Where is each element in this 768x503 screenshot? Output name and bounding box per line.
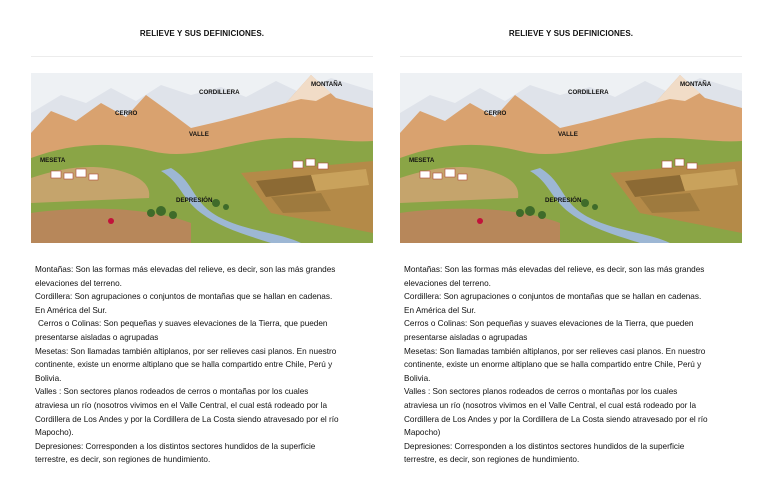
text-line: continente, existe un enorme altiplano que se halla compartido entre Chile, Perú y (35, 360, 333, 370)
text-line: atraviesa un río (nosotros vivimos en el Valle Central, el cual está rodeado por la (404, 400, 697, 410)
text-line: presentarse aisladas o agrupadas (35, 332, 159, 342)
definitions-text (404, 263, 742, 467)
label-meseta: MESETA (40, 157, 66, 164)
text-line: Cordillera de Los Andes y por la Cordillera de La Costa siendo atravesado por el río (35, 414, 339, 424)
label-montana: MONTAÑA (680, 81, 712, 88)
text-line: terrestre, es decir, son regiones de hundimiento. (404, 455, 580, 465)
page-title: RELIEVE Y SUS DEFINICIONES. (139, 29, 265, 38)
text-line: elevaciones del terreno. (404, 278, 491, 288)
text-line: Depresiones: Corresponden a los distintos sectores hundidos de la superficie (404, 441, 685, 451)
label-montana: MONTAÑA (311, 81, 343, 88)
text-line: Montañas: Son las formas más elevadas del relieve, es decir, son las más grandes (404, 265, 705, 274)
page-right (400, 0, 742, 503)
divider (31, 56, 373, 57)
label-depresion: DEPRESIÓN (545, 197, 582, 204)
text-line: Bolivia. (404, 373, 431, 383)
label-cerro: CERRO (115, 110, 138, 117)
label-valle: VALLE (558, 131, 578, 138)
relief-illustration (31, 73, 373, 243)
text-line: Mesetas: Son llamadas también altiplanos, por ser relieves casi planos. En nuestro (404, 346, 706, 356)
text-line: Valles : Son sectores planos rodeados de cerros o montañas por los cuales (35, 387, 309, 397)
text-line: continente, existe un enorme altiplano que se halla compartido entre Chile, Perú y (404, 360, 702, 370)
page-title: RELIEVE Y SUS DEFINICIONES. (508, 29, 634, 38)
definitions-text (35, 263, 373, 467)
text-line: Cerros o Colinas: Son pequeñas y suaves elevaciones de la Tierra, que pueden (404, 319, 694, 329)
label-meseta: MESETA (409, 157, 435, 164)
label-cerro: CERRO (484, 110, 507, 117)
divider (400, 56, 742, 57)
text-line: atraviesa un río (nosotros vivimos en el Valle Central, el cual está rodeado por la (35, 400, 328, 410)
label-valle: VALLE (189, 131, 209, 138)
text-line: Mapocho) (404, 428, 441, 438)
text-line: Cordillera: Son agrupaciones o conjuntos de montañas que se hallan en cadenas. (404, 292, 702, 302)
text-line: Bolivia. (35, 373, 62, 383)
text-line: Mesetas: Son llamadas también altiplanos, por ser relieves casi planos. En nuestro (35, 346, 337, 356)
label-depresion: DEPRESIÓN (176, 197, 213, 204)
text-line: Valles : Son sectores planos rodeados de cerros o montañas por los cuales (404, 387, 678, 397)
text-line: terrestre, es decir, son regiones de hundimiento. (35, 455, 211, 465)
text-line: Depresiones: Corresponden a los distintos sectores hundidos de la superficie (35, 441, 316, 451)
text-line: Montañas: Son las formas más elevadas del relieve, es decir, son las más grandes (35, 265, 336, 274)
text-line: Mapocho). (35, 428, 74, 438)
text-line: presentarse aisladas o agrupadas (404, 332, 528, 342)
label-cordillera: CORDILLERA (199, 89, 240, 96)
text-line: Cordillera de Los Andes y por la Cordillera de La Costa siendo atravesado por el río (404, 414, 708, 424)
label-cordillera: CORDILLERA (568, 89, 609, 96)
text-line: elevaciones del terreno. (35, 278, 122, 288)
text-line: En América del Sur. (404, 305, 476, 315)
page-left (31, 0, 373, 503)
text-line: Cordillera: Son agrupaciones o conjuntos de montañas que se hallan en cadenas. (35, 292, 333, 302)
relief-illustration (400, 73, 742, 243)
text-line: Cerros o Colinas: Son pequeñas y suaves elevaciones de la Tierra, que pueden (38, 319, 328, 329)
text-line: En América del Sur. (35, 305, 107, 315)
